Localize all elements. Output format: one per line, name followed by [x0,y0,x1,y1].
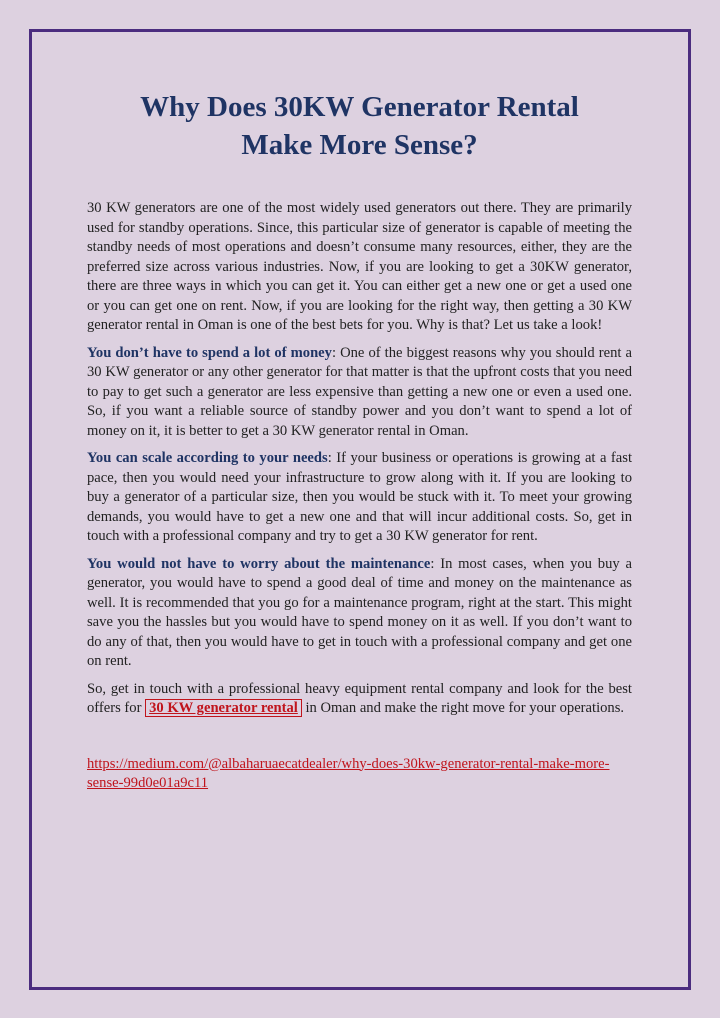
closing-text-after: in Oman and make the right move for your operations. [301,700,625,716]
document-title [87,88,632,164]
section-maintenance [87,555,632,672]
closing-text-before: So, get in touch with a professional heavy equipment rental company and look for the best offers for [87,680,632,716]
section-scale [87,449,632,547]
document-page [87,88,632,802]
section-heading-scale: You can scale according to your needs [87,450,328,466]
title-line-1: Why Does 30KW Generator Rental [140,91,579,123]
section-body-scale: : If your business or operations is growing at a fast pace, then you would need your infrastructure to grow along with it. If you are looking to buy a generator of a particular size, then you would be stuck with it. To meet your growing demands, you would have to get a new one and that will incur additional costs. So, get in touch with a professional company and try to get a 30 KW generator for rent. [87,450,632,544]
section-cost [87,344,632,442]
section-body-cost: : One of the biggest reasons why you should rent a 30 KW generator or any other generator for that matter is that the upfront costs that you need to pay to get such a generator are less expensive than getting a new one or even a used one. So, if you want a reliable source of standby power and you don’t want to spend a lot of money on it, it is better to get a 30 KW generator rental in Oman. [87,344,632,439]
source-url-link[interactable]: https://medium.com/@albaharuaecatdealer/why-does-30kw-generator-rental-make-more-sense-99d0e01a9c11 [87,755,610,791]
title-line-2: Make More Sense? [241,129,478,161]
generator-rental-link[interactable]: 30 KW generator rental [145,699,302,717]
section-heading-maintenance: You would not have to worry about the maintenance [87,555,431,572]
intro-paragraph: 30 KW generators are one of the most widely used generators out there. They are primarily used for standby operations. Since, this particular size of generator is capable of meeting the standby needs of most operations and doesn’t consume many resources, either, they are the preferred size across various industries. Now, if you are looking to get a 30KW generator, there are three ways in which you can get it. You can either get a new one or get a used one or you can get one on rent. Now, if you are looking for the right way, then getting a 30 KW generator rental in Oman is one of the best bets for you. Why is that? Let us take a look! [87,200,632,333]
closing-paragraph [87,680,632,719]
section-body-maintenance: : In most cases, when you buy a generator, you would have to spend a good deal of time and money on the maintenance as well. It is recommended that you go for a maintenance program, right at the start. This might save you the hassles but you would have to spend money on it as well. If you don’t want to do any of that, then you would have to get in touch with a professional company and get one on rent. [87,555,632,669]
section-heading-cost: You don’t have to spend a lot of money [87,344,332,361]
